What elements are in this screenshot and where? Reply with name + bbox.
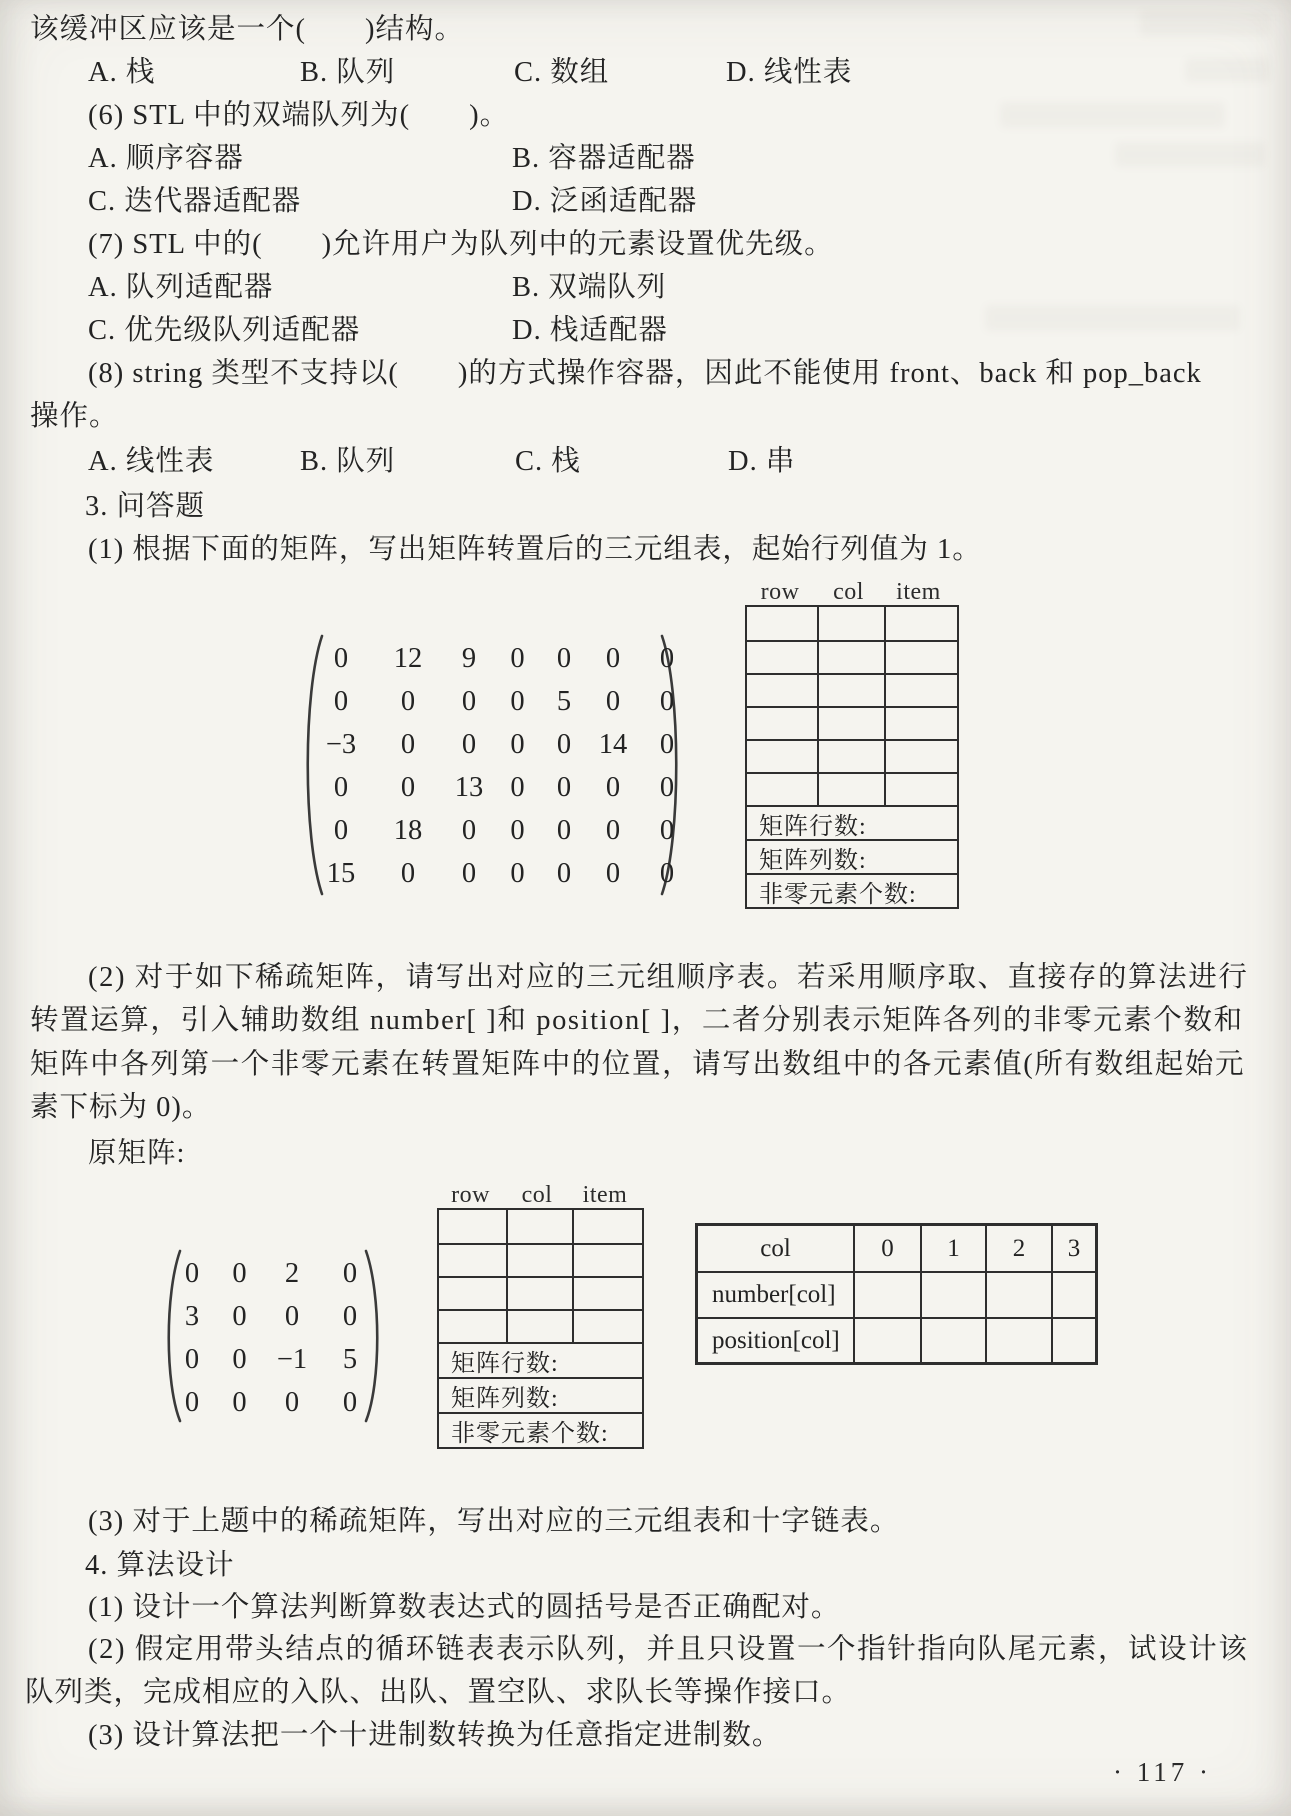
- empty-cell: [884, 741, 957, 772]
- table-row: [439, 1309, 642, 1342]
- matrix-value: 0: [510, 814, 525, 846]
- matrix-value: 0: [184, 1257, 200, 1289]
- empty-cell: [506, 1311, 572, 1342]
- question-6-stem: (6) STL 中的双端队列为( )。: [88, 100, 510, 131]
- qa-question-2-line2: 转置运算，引入辅助数组 number[ ]和 position[ ]，二者分别表示矩阵各列的非零元素个数和: [30, 1005, 1244, 1036]
- table-row: [747, 640, 957, 673]
- empty-cell: [853, 1273, 920, 1317]
- bleed-through-artifact: [1000, 102, 1225, 128]
- matrix-value: 0: [659, 771, 675, 803]
- empty-cell: [884, 642, 957, 673]
- empty-cell: [439, 1278, 506, 1309]
- empty-cell: [506, 1278, 572, 1309]
- empty-cell: [506, 1210, 572, 1243]
- table-row: [747, 673, 957, 706]
- option-b: B. 队列: [300, 446, 396, 477]
- matrix-value: 0: [232, 1257, 247, 1289]
- empty-cell: [747, 642, 817, 673]
- triple-table-1-header: [745, 579, 955, 606]
- matrix-rows-label: 矩阵行数:: [747, 805, 957, 839]
- option-c: C. 栈: [515, 446, 581, 477]
- empty-cell: [853, 1319, 920, 1362]
- empty-cell: [439, 1245, 506, 1276]
- qa-question-2-line3: 矩阵中各列第一个非零元素在转置矩阵中的位置，请写出数组中的各元素值(所有数组起始元: [30, 1049, 1246, 1080]
- option-a: A. 栈: [88, 57, 156, 88]
- matrix-value: 0: [556, 814, 572, 846]
- empty-cell: [985, 1319, 1051, 1362]
- matrix-value: 14: [598, 728, 628, 760]
- bleed-through-artifact: [1115, 142, 1265, 167]
- matrix-value: 0: [605, 814, 621, 846]
- matrix-value: 13: [454, 771, 484, 803]
- qa-question-3-stem: (3) 对于上题中的稀疏矩阵，写出对应的三元组表和十字链表。: [88, 1506, 900, 1537]
- empty-cell: [817, 741, 884, 772]
- table-row: [747, 772, 957, 805]
- qa-question-2-line1: (2) 对于如下稀疏矩阵，请写出对应的三元组顺序表。若采用顺序取、直接存的算法进行: [88, 962, 1249, 993]
- matrix-value: 0: [461, 728, 477, 760]
- matrix-value: 0: [400, 685, 416, 717]
- triple-table-2-header: [437, 1182, 640, 1209]
- matrix-value: 0: [333, 642, 349, 674]
- col-header-col: col: [521, 1182, 553, 1208]
- table-row: [439, 1243, 642, 1276]
- triple-table-2: [437, 1208, 644, 1449]
- section-3-heading: 3. 问答题: [85, 491, 206, 522]
- matrix-value: 0: [342, 1300, 358, 1332]
- matrix-cols-label: 矩阵列数:: [439, 1377, 642, 1412]
- nonzero-count-label: 非零元素个数:: [747, 873, 957, 907]
- matrix-value: 0: [333, 771, 349, 803]
- matrix-value: 0: [342, 1386, 358, 1418]
- table-row: [747, 607, 957, 640]
- matrix-value: 2: [284, 1257, 300, 1289]
- option-d: D. 线性表: [726, 57, 853, 88]
- empty-cell: [817, 708, 884, 739]
- empty-cell: [817, 675, 884, 706]
- empty-cell: [506, 1245, 572, 1276]
- matrix-value: 0: [400, 728, 416, 760]
- matrix-value: 0: [659, 685, 675, 717]
- empty-cell: [884, 708, 957, 739]
- algo-item-2-line2: 队列类，完成相应的入队、出队、置空队、求队长等操作接口。: [25, 1677, 852, 1708]
- matrix-value: 0: [184, 1386, 200, 1418]
- empty-cell: [884, 607, 957, 640]
- empty-cell: [747, 708, 817, 739]
- matrix-value: 5: [556, 685, 572, 717]
- empty-cell: [439, 1210, 506, 1243]
- matrix-cols-label: 矩阵列数:: [747, 839, 957, 873]
- empty-cell: [817, 774, 884, 805]
- empty-cell: [572, 1210, 642, 1243]
- col-header-col: col: [833, 579, 864, 605]
- matrix-value: 0: [510, 685, 525, 717]
- col-header-row: row: [760, 579, 800, 605]
- matrix-value: 0: [461, 685, 477, 717]
- matrix-value: 0: [605, 771, 621, 803]
- triple-table-1: [745, 605, 959, 909]
- matrix-value: 0: [556, 728, 572, 760]
- matrix-value: 9: [461, 642, 477, 674]
- algo-item-2-line1: (2) 假定用带头结点的循环链表表示队列，并且只设置一个指针指向队尾元素，试设计该: [88, 1634, 1249, 1665]
- matrix-value: 0: [284, 1300, 300, 1332]
- matrix-value: 0: [510, 771, 525, 803]
- matrix-value: 12: [393, 642, 423, 674]
- section-4-heading: 4. 算法设计: [85, 1550, 235, 1581]
- qa-question-1-stem: (1) 根据下面的矩阵，写出矩阵转置后的三元组表，起始行列值为 1。: [88, 534, 982, 565]
- algo-item-1: (1) 设计一个算法判断算数表达式的圆括号是否正确配对。: [88, 1592, 841, 1623]
- empty-cell: [572, 1278, 642, 1309]
- table-row: [698, 1271, 1095, 1317]
- question-7-stem: (7) STL 中的( )允许用户为队列中的元素设置优先级。: [88, 229, 834, 260]
- option-b: B. 双端队列: [512, 272, 667, 303]
- matrix-1: [310, 637, 695, 895]
- question-8-stem-line2: 操作。: [30, 401, 119, 432]
- option-a: A. 线性表: [88, 446, 215, 477]
- empty-cell: [1051, 1319, 1095, 1362]
- table-row: [747, 739, 957, 772]
- col-header-item: item: [896, 579, 941, 605]
- matrix-value: 0: [605, 685, 621, 717]
- page-number: · 117 ·: [1113, 1757, 1212, 1787]
- matrix-value: 0: [510, 642, 525, 674]
- matrix-value: 0: [605, 642, 621, 674]
- matrix-value: 0: [333, 814, 349, 846]
- bleed-through-artifact: [1140, 10, 1270, 36]
- matrix-value: 0: [510, 728, 525, 760]
- matrix-value: 0: [659, 642, 675, 674]
- col-index-cell: 1: [920, 1226, 985, 1271]
- matrix-value: 0: [232, 1343, 247, 1375]
- table-row: [698, 1226, 1095, 1271]
- option-d: D. 串: [728, 446, 796, 477]
- table-row: [439, 1276, 642, 1309]
- matrix-value: 0: [659, 857, 675, 889]
- col-index-cell: 2: [985, 1226, 1051, 1271]
- empty-cell: [572, 1245, 642, 1276]
- matrix-value: 18: [393, 814, 423, 846]
- matrix-value: 0: [284, 1386, 300, 1418]
- matrix-value: 0: [461, 814, 477, 846]
- matrix-value: 0: [510, 857, 525, 889]
- matrix-value: −1: [276, 1343, 308, 1375]
- option-a: A. 顺序容器: [88, 143, 244, 174]
- matrix-value: 0: [232, 1386, 247, 1418]
- empty-cell: [572, 1311, 642, 1342]
- empty-cell: [920, 1273, 985, 1317]
- empty-cell: [747, 675, 817, 706]
- empty-cell: [884, 774, 957, 805]
- empty-cell: [747, 607, 817, 640]
- option-d: D. 栈适配器: [512, 315, 668, 346]
- option-a: A. 队列适配器: [88, 272, 274, 303]
- matrix-value: 0: [461, 857, 477, 889]
- question-buffer-stem: 该缓冲区应该是一个( )结构。: [30, 14, 464, 45]
- matrix-value: 0: [556, 771, 572, 803]
- col-index-cell: 0: [853, 1226, 920, 1271]
- position-array-label: position[col]: [712, 1326, 840, 1354]
- option-c: C. 迭代器适配器: [88, 186, 302, 217]
- empty-cell: [747, 774, 817, 805]
- table-row: [698, 1317, 1095, 1362]
- matrix-rows-label: 矩阵行数:: [439, 1342, 642, 1377]
- col-header-item: item: [582, 1182, 628, 1208]
- bleed-through-artifact: [985, 305, 1240, 331]
- col-index-cell: 3: [1051, 1226, 1095, 1271]
- empty-cell: [920, 1319, 985, 1362]
- empty-cell: [747, 741, 817, 772]
- nonzero-count-label: 非零元素个数:: [439, 1412, 642, 1447]
- empty-cell: [985, 1273, 1051, 1317]
- option-d: D. 泛函适配器: [512, 186, 698, 217]
- option-c: C. 数组: [514, 57, 610, 88]
- matrix-value: 0: [184, 1343, 200, 1375]
- table-row: [439, 1210, 642, 1243]
- matrix-value: 0: [342, 1257, 358, 1289]
- matrix-value: 0: [400, 857, 416, 889]
- qa-question-2-line4: 素下标为 0)。: [30, 1092, 212, 1123]
- empty-cell: [439, 1311, 506, 1342]
- matrix-value: 0: [400, 771, 416, 803]
- matrix-value: 3: [184, 1300, 200, 1332]
- empty-cell: [1051, 1273, 1095, 1317]
- matrix-value: 0: [232, 1300, 247, 1332]
- matrix-value: 0: [556, 857, 572, 889]
- corner-cell: col: [760, 1234, 791, 1262]
- matrix-value: 5: [342, 1343, 358, 1375]
- option-b: B. 队列: [300, 57, 396, 88]
- matrix-value: 0: [333, 685, 349, 717]
- question-8-stem-line1: (8) string 类型不支持以( )的方式操作容器，因此不能使用 front、back 和 pop_back: [88, 358, 1202, 389]
- matrix-value: 15: [326, 857, 356, 889]
- option-c: C. 优先级队列适配器: [88, 315, 361, 346]
- matrix-value: 0: [659, 728, 675, 760]
- empty-cell: [884, 675, 957, 706]
- option-b: B. 容器适配器: [512, 143, 696, 174]
- bleed-through-artifact: [1185, 58, 1270, 82]
- matrix-value: 0: [605, 857, 621, 889]
- col-header-row: row: [451, 1182, 490, 1208]
- table-row: [747, 706, 957, 739]
- matrix-2: [168, 1252, 379, 1424]
- matrix-value: 0: [659, 814, 675, 846]
- matrix-value: 0: [556, 642, 572, 674]
- empty-cell: [817, 607, 884, 640]
- algo-item-3: (3) 设计算法把一个十进制数转换为任意指定进制数。: [88, 1720, 782, 1751]
- matrix-value: −3: [325, 728, 357, 760]
- number-array-label: number[col]: [712, 1281, 836, 1308]
- original-matrix-caption: 原矩阵:: [88, 1138, 186, 1169]
- empty-cell: [817, 642, 884, 673]
- aux-array-table: [695, 1223, 1098, 1365]
